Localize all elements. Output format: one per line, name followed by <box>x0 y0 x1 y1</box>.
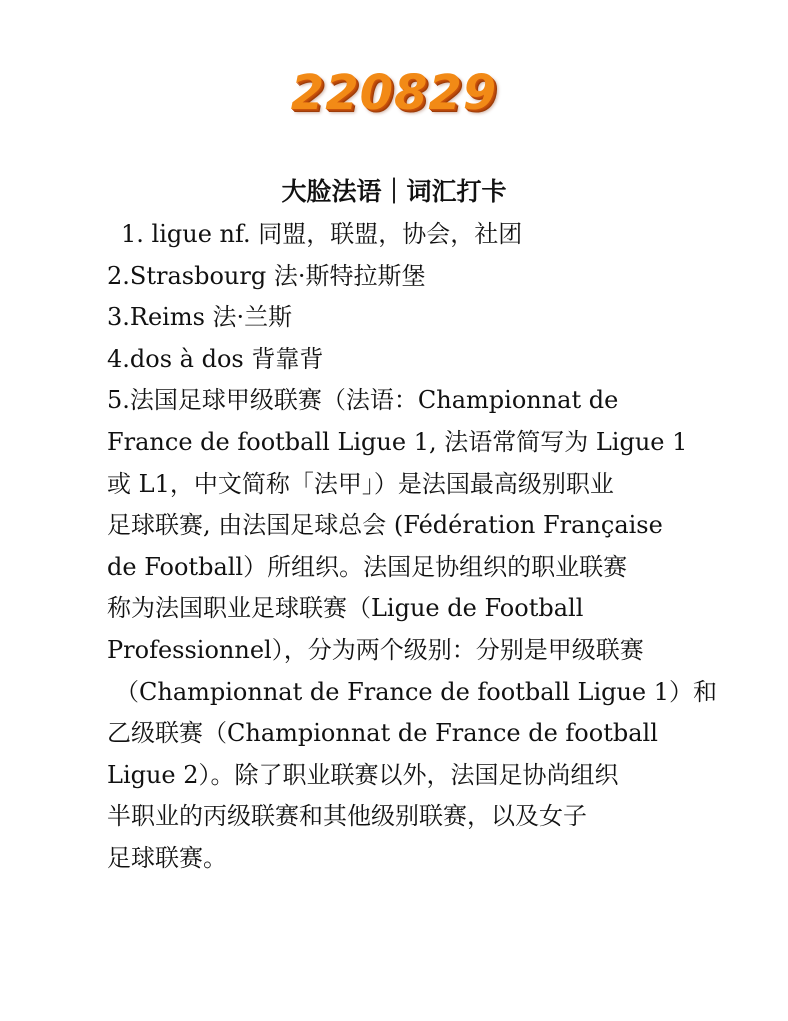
vocab-item-5-line-4: 足球联赛, 由法国足球总会 (Fédération Française <box>107 511 663 540</box>
vocab-item-1: 1. ligue nf. 同盟，联盟，协会，社团 <box>121 220 523 248</box>
vocab-item-5-line-6: 称为法国职业足球联赛（Ligue de Football <box>107 594 584 623</box>
vocab-item-3: 3.Reims 法·兰斯 <box>107 303 293 332</box>
vocab-item-5-line-12: 足球联赛。 <box>107 843 227 872</box>
vocab-item-5-line-9: 乙级联赛（Championnat de France de football <box>107 719 658 748</box>
date-title: 220829 <box>290 65 498 121</box>
vocab-item-5-line-10: Ligue 2）。除了职业联赛以外，法国足协尚组织 <box>107 760 619 789</box>
vocab-item-5-line-11: 半职业的丙级联赛和其他级别联赛，以及女子 <box>107 802 587 831</box>
vocab-item-5-line-2: France de football Ligue 1, 法语常简写为 Ligue 1 <box>107 427 688 456</box>
vocab-item-5-line-7: Professionnel），分为两个级别：分别是甲级联赛 <box>107 635 644 664</box>
vocab-item-5-line-8: （Championnat de France de football Ligue 1）和 <box>115 677 718 706</box>
vocabulary-list <box>107 214 718 880</box>
page-heading: 大脸法语｜词汇打卡 <box>281 177 507 206</box>
vocab-item-4: 4.dos à dos 背靠背 <box>107 344 324 373</box>
vocab-item-2: 2.Strasbourg 法·斯特拉斯堡 <box>107 261 426 290</box>
vocab-item-5-line-5: de Football）所组织。法国足协组织的职业联赛 <box>107 552 628 581</box>
vocab-item-5-line-3: 或 L1，中文简称「法甲」）是法国最高级别职业 <box>107 469 614 498</box>
vocab-item-5-line-1: 5.法国足球甲级联赛（法语：Championnat de <box>107 386 619 415</box>
